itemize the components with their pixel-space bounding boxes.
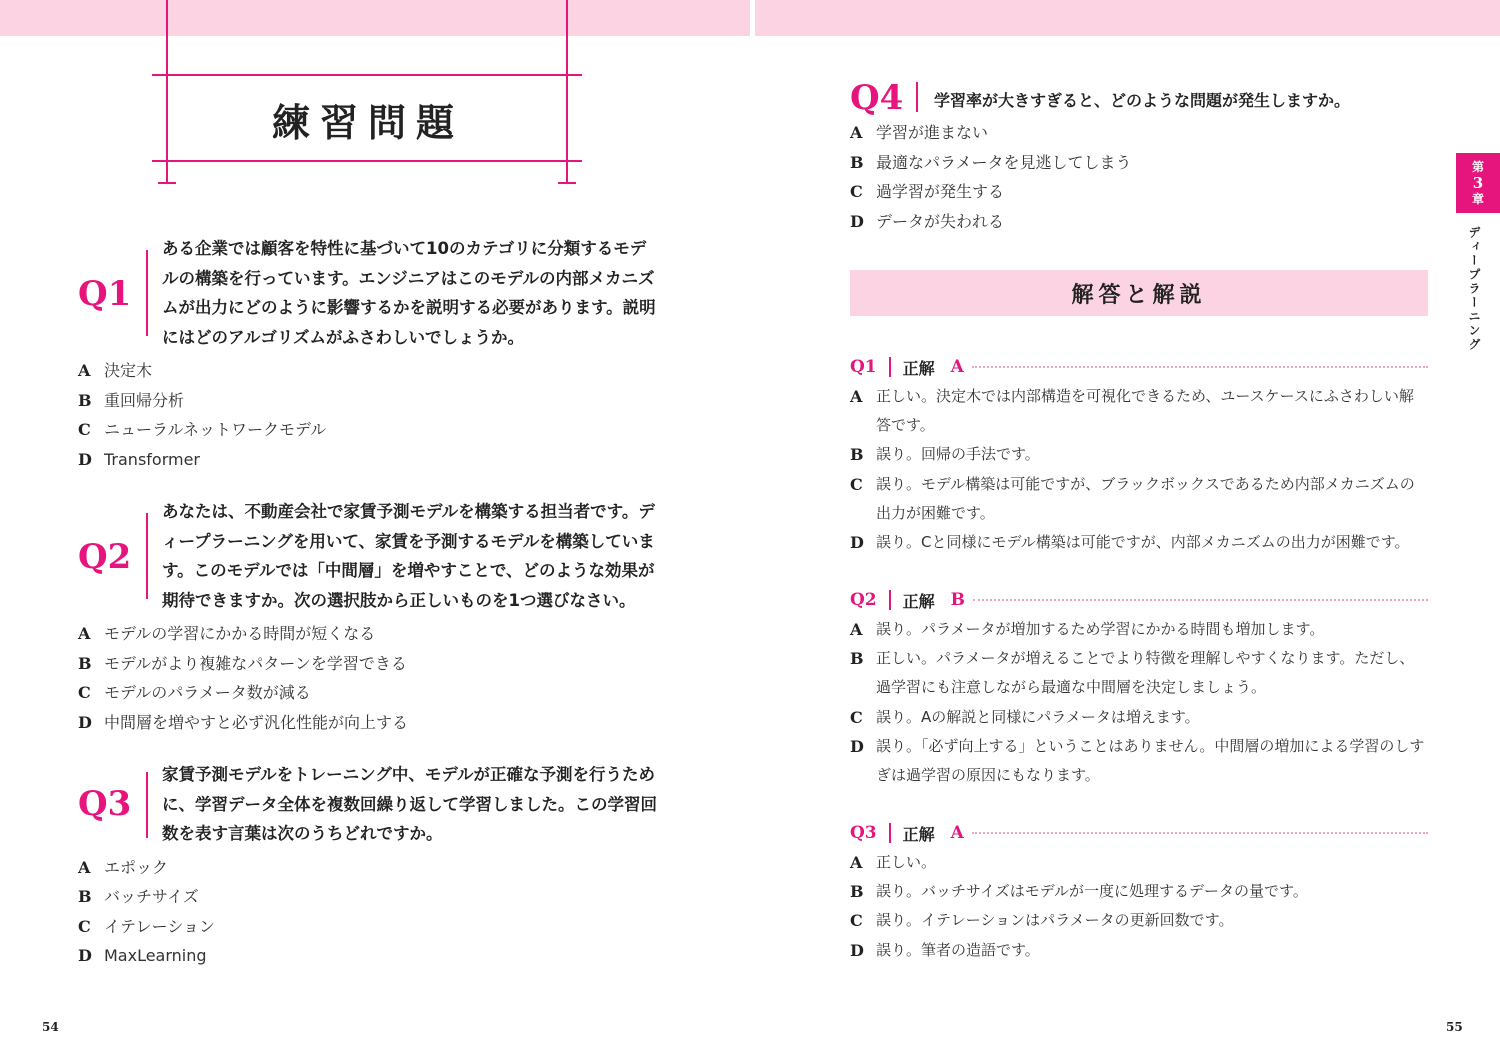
option-item xyxy=(850,148,1430,178)
option-key: C xyxy=(850,707,863,727)
option-item xyxy=(78,678,658,708)
question-divider xyxy=(146,772,148,838)
answer-header xyxy=(850,818,1428,848)
option-item xyxy=(78,912,658,942)
question-divider xyxy=(916,82,918,112)
explanation-text: 誤り。筆者の造語です。 xyxy=(876,940,1040,959)
question-label: Q3 xyxy=(78,784,132,824)
question-q2 xyxy=(78,497,658,737)
option-key: B xyxy=(78,653,92,673)
question-text: ある企業では顧客を特性に基づいて10のカテゴリに分類するモデルの構築を行っています。エンジニアはこのモデルの内部メカニズムが出力にどのように影響するかを説明する必要があります。説明にはどのアルゴリズムがふさわしいでしょうか。 xyxy=(162,239,656,347)
option-item xyxy=(78,356,658,386)
dotted-rule xyxy=(972,366,1428,368)
option-key: C xyxy=(850,474,863,494)
top-band-right xyxy=(755,0,1500,36)
answer-label: Q1 xyxy=(850,357,877,377)
chapter-number: 3 xyxy=(1472,174,1484,192)
explanation-item xyxy=(850,644,1428,702)
option-key: C xyxy=(850,911,863,931)
option-text: 決定木 xyxy=(104,361,153,380)
option-list xyxy=(78,356,658,474)
dotted-rule xyxy=(973,599,1428,601)
answer-header xyxy=(850,585,1428,615)
frame-line xyxy=(152,74,582,76)
option-key: A xyxy=(78,361,91,380)
explanation-text: 正しい。パラメータが増えることでより特徴を理解しやすくなります。ただし、過学習にも注意しながら最適な中間層を決定しましょう。 xyxy=(876,649,1415,697)
explanation-item xyxy=(850,877,1428,906)
answer-letter: A xyxy=(950,357,964,377)
explanation-text: 誤り。Aの解説と同様にパラメータは増えます。 xyxy=(876,707,1200,726)
explanation-item xyxy=(850,440,1428,469)
option-text: 過学習が発生する xyxy=(876,182,1005,201)
explanation-item xyxy=(850,732,1428,790)
answer-word: 正解 xyxy=(902,824,935,844)
option-key: A xyxy=(78,857,91,877)
option-list xyxy=(78,619,658,737)
option-text: 中間層を増やすと必ず汎化性能が向上する xyxy=(104,712,409,732)
option-item xyxy=(78,415,658,445)
option-text: 最適なパラメータを見逃してしまう xyxy=(876,152,1132,172)
option-text: エポック xyxy=(104,857,169,877)
answer-letter: B xyxy=(950,590,966,610)
explanation-item xyxy=(850,382,1428,440)
answer-divider xyxy=(889,823,891,843)
answer-q3 xyxy=(850,818,1428,965)
option-list xyxy=(850,118,1430,236)
frame-tick xyxy=(158,182,176,184)
option-item xyxy=(78,445,658,475)
explanation-item xyxy=(850,470,1428,528)
option-key: A xyxy=(850,853,863,872)
option-key: C xyxy=(78,683,91,702)
option-text: イテレーション xyxy=(104,916,216,936)
option-text: モデルの学習にかかる時間が短くなる xyxy=(104,624,376,643)
explanation-item xyxy=(850,528,1428,557)
chapter-prefix: 第 xyxy=(1471,160,1484,174)
option-text: バッチサイズ xyxy=(104,887,199,906)
answer-label: Q3 xyxy=(850,823,877,843)
option-key: C xyxy=(850,182,863,201)
option-key: C xyxy=(78,420,91,439)
option-key: A xyxy=(850,123,863,142)
option-item xyxy=(78,853,658,883)
top-band-left xyxy=(0,0,750,36)
option-key: A xyxy=(850,387,863,406)
explanation-text: 誤り。回帰の手法です。 xyxy=(876,445,1040,464)
answer-q1 xyxy=(850,352,1428,557)
explanation-text: 誤り。「必ず向上する」ということはありません。中間層の増加による学習のしすぎは過学習の原因にもなります。 xyxy=(876,736,1425,785)
answer-word: 正解 xyxy=(902,358,935,378)
option-key: B xyxy=(850,649,864,669)
explanation-text: 誤り。バッチサイズはモデルが一度に処理するデータの量です。 xyxy=(876,882,1308,901)
explanation-text: 正しい。 xyxy=(876,853,937,871)
question-text: あなたは、不動産会社で家賃予測モデルを構築する担当者です。ディープラーニングを用いて、家賃を予測するモデルを構築しています。このモデルでは「中間層」を増やすことで、どのような効果が期待できますか。次の選択肢から正しいものを1つ選びなさい。 xyxy=(162,502,655,610)
option-text: 学習が進まない xyxy=(876,123,989,142)
option-list xyxy=(78,853,658,971)
option-text: モデルのパラメータ数が減る xyxy=(104,683,311,702)
option-key: A xyxy=(850,620,863,639)
option-item xyxy=(850,177,1430,207)
option-item xyxy=(850,207,1430,237)
explanation-text: 誤り。Cと同様にモデル構築は可能ですが、内部メカニズムの出力が困難です。 xyxy=(876,533,1410,552)
option-text: モデルがより複雑なパターンを学習できる xyxy=(104,653,407,673)
question-label: Q4 xyxy=(850,78,904,118)
option-key: C xyxy=(78,916,91,936)
option-item xyxy=(78,619,658,649)
answer-label: Q2 xyxy=(850,590,877,610)
chapter-tab xyxy=(1456,153,1500,213)
answer-header xyxy=(850,352,1428,382)
question-text: 学習率が大きすぎると、どのような問題が発生しますか。 xyxy=(934,91,1351,110)
question-text: 家賃予測モデルをトレーニング中、モデルが正確な予測を行うために、学習データ全体を複数回繰り返して学習しました。この学習回数を表す言葉は次のうちどれですか。 xyxy=(162,765,657,843)
frame-line xyxy=(166,0,168,182)
explanation-text: 誤り。イテレーションはパラメータの更新回数です。 xyxy=(876,911,1234,930)
answer-q2 xyxy=(850,585,1428,790)
explanation-item xyxy=(850,906,1428,935)
explanation-item xyxy=(850,615,1428,644)
option-text: MaxLearning xyxy=(104,946,207,965)
frame-line xyxy=(566,0,568,182)
question-header xyxy=(78,760,658,849)
explanation-item xyxy=(850,703,1428,732)
explanation-text: 誤り。モデル構築は可能ですが、ブラックボックスであるため内部メカニズムの出力が困難です。 xyxy=(876,474,1415,522)
question-q1 xyxy=(78,234,658,474)
option-item xyxy=(78,708,658,738)
option-text: 重回帰分析 xyxy=(104,390,185,410)
option-key: B xyxy=(850,445,864,465)
option-item xyxy=(78,941,658,971)
chapter-suffix: 章 xyxy=(1471,192,1484,206)
frame-line xyxy=(152,160,582,162)
option-key: A xyxy=(78,624,91,643)
question-divider xyxy=(146,250,148,336)
option-key: D xyxy=(850,736,864,756)
question-header xyxy=(78,234,658,352)
answer-divider xyxy=(889,590,891,610)
frame-tick xyxy=(558,182,576,184)
chapter-title-vertical: ディープラーニング xyxy=(1467,226,1481,352)
answers-section-title: 解答と解説 xyxy=(850,270,1428,316)
option-key: D xyxy=(850,211,864,231)
option-item xyxy=(850,118,1430,148)
question-divider xyxy=(146,513,148,599)
option-item xyxy=(78,649,658,679)
option-key: D xyxy=(78,946,92,965)
option-text: データが失われる xyxy=(876,211,1005,231)
option-key: D xyxy=(78,712,92,732)
explanation-item xyxy=(850,848,1428,877)
option-key: D xyxy=(78,449,92,469)
question-q4-header xyxy=(850,78,1430,118)
page-number-left: 54 xyxy=(42,1020,59,1034)
option-key: B xyxy=(850,152,864,172)
answer-word: 正解 xyxy=(902,591,935,611)
option-key: D xyxy=(850,533,864,553)
page-title: 練習問題 xyxy=(271,101,464,145)
question-header xyxy=(78,497,658,615)
option-item xyxy=(78,386,658,416)
explanation-text: 誤り。パラメータが増加するため学習にかかる時間も増加します。 xyxy=(876,620,1325,638)
page-number-right: 55 xyxy=(1446,1020,1463,1034)
option-key: D xyxy=(850,940,864,960)
explanation-item xyxy=(850,936,1428,965)
answer-letter: A xyxy=(950,823,964,843)
answer-divider xyxy=(889,357,891,377)
option-text: ニューラルネットワークモデル xyxy=(104,420,327,439)
option-item xyxy=(78,882,658,912)
question-label: Q1 xyxy=(78,274,132,314)
option-key: B xyxy=(78,390,92,410)
option-text: Transformer xyxy=(104,449,201,469)
option-key: B xyxy=(850,882,864,902)
question-q3 xyxy=(78,760,658,971)
dotted-rule xyxy=(972,832,1428,834)
explanation-text: 正しい。決定木では内部構造を可視化できるため、ユースケースにふさわしい解答です。 xyxy=(876,387,1414,435)
option-key: B xyxy=(78,887,92,906)
question-label: Q2 xyxy=(78,537,132,577)
